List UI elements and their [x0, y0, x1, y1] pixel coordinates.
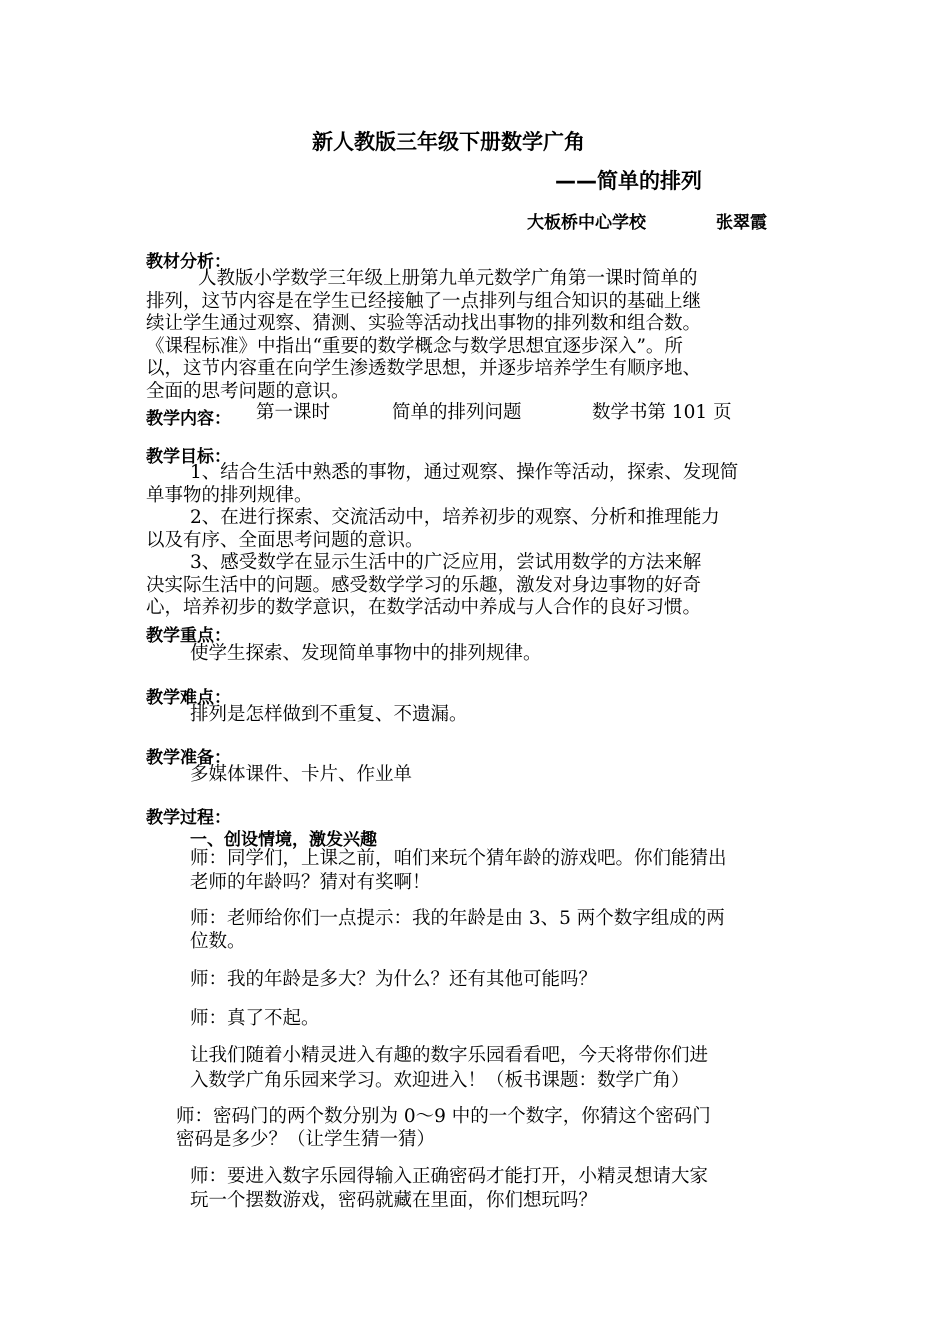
goal-line: 1、结合生活中熟悉的事物，通过观察、操作等活动，探索、发现简: [190, 462, 739, 483]
dialogue-line: 师：密码门的两个数分别为 0～9 中的一个数字，你猜这个密码门: [176, 1106, 711, 1127]
section-heading: 一、创设情境，激发兴趣: [190, 830, 377, 850]
analysis-line: 以，这节内容重在向学生渗透数学思想，并逐步培养学生有顺序地、: [146, 358, 702, 379]
dialogue-line: 师：真了不起。: [190, 1008, 320, 1029]
dialogue-line: 让我们随着小精灵进入有趣的数字乐园看看吧，今天将带你们进: [190, 1045, 709, 1066]
dialogue-line: 师：要进入数字乐园得输入正确密码才能打开，小精灵想请大家: [190, 1166, 709, 1187]
analysis-line: 全面的思考问题的意识。: [146, 380, 350, 402]
goal-line: 决实际生活中的问题。感受数学学习的乐趣，激发对身边事物的好奇: [146, 574, 702, 596]
content-topic: 简单的排列问题: [392, 402, 522, 423]
dialogue-line: 密码是多少？（让学生猜一猜）: [176, 1129, 436, 1150]
difficulty-heading: 教学难点：: [146, 688, 231, 708]
dialogue-line: 师：老师给你们一点提示：我的年龄是由 3、5 两个数字组成的两: [190, 908, 725, 929]
dialogue-line: 入数学广角乐园来学习。欢迎进入！（板书课题：数学广角）: [190, 1070, 690, 1091]
goals-heading: 教学目标：: [146, 447, 231, 467]
content-lesson: 第一课时: [256, 402, 331, 423]
document-subtitle: ——简单的排列: [555, 169, 702, 193]
preparation-heading: 教学准备：: [146, 748, 231, 768]
analysis-line: 排列，这节内容是在学生已经接触了一点排列与组合知识的基础上继: [146, 290, 702, 312]
dialogue-line: 玩一个摆数游戏，密码就藏在里面，你们想玩吗？: [190, 1190, 598, 1211]
dialogue-line: 老师的年龄吗？猜对有奖啊！: [190, 872, 431, 893]
goals-paragraph: [146, 462, 806, 620]
document-title: 新人教版三年级下册数学广角: [312, 130, 585, 154]
key-point-text: 使学生探索、发现简单事物中的排列规律。: [190, 643, 542, 664]
dialogue-line: 师：同学们，上课之前，咱们来玩个猜年龄的游戏吧。你们能猜出: [190, 848, 727, 869]
goal-line: 以及有序、全面思考问题的意识。: [146, 529, 424, 551]
analysis-line: 《课程标准》中指出“重要的数学概念与数学思想宜逐步深入”。所: [146, 335, 683, 357]
author-name: 张翠霞: [716, 213, 767, 233]
analysis-heading: 教材分析：: [146, 252, 231, 272]
content-page: 数学书第 101 页: [592, 402, 732, 423]
difficulty-text: 排列是怎样做到不重复、不遗漏。: [190, 704, 468, 725]
goal-line: 心，培养初步的数学意识，在数学活动中养成与人合作的良好习惯。: [146, 597, 702, 618]
goal-line: 单事物的排列规律。: [146, 484, 313, 506]
analysis-paragraph: [146, 268, 806, 403]
dialogue-line: 位数。: [190, 931, 246, 952]
content-heading: 教学内容：: [146, 409, 231, 429]
analysis-line: 人教版小学数学三年级上册第九单元数学广角第一课时简单的: [198, 268, 698, 289]
author-school: 大板桥中心学校: [527, 213, 646, 233]
dialogue-line: 师：我的年龄是多大？为什么？还有其他可能吗？: [190, 969, 598, 990]
goal-line: 3、感受数学在显示生活中的广泛应用，尝试用数学的方法来解: [190, 552, 702, 573]
goal-line: 2、在进行探索、交流活动中，培养初步的观察、分析和推理能力: [190, 507, 720, 528]
analysis-line: 续让学生通过观察、猜测、实验等活动找出事物的排列数和组合数。: [146, 313, 702, 334]
process-heading: 教学过程：: [146, 808, 231, 828]
preparation-text: 多媒体课件、卡片、作业单: [190, 764, 413, 785]
key-point-heading: 教学重点：: [146, 626, 231, 646]
